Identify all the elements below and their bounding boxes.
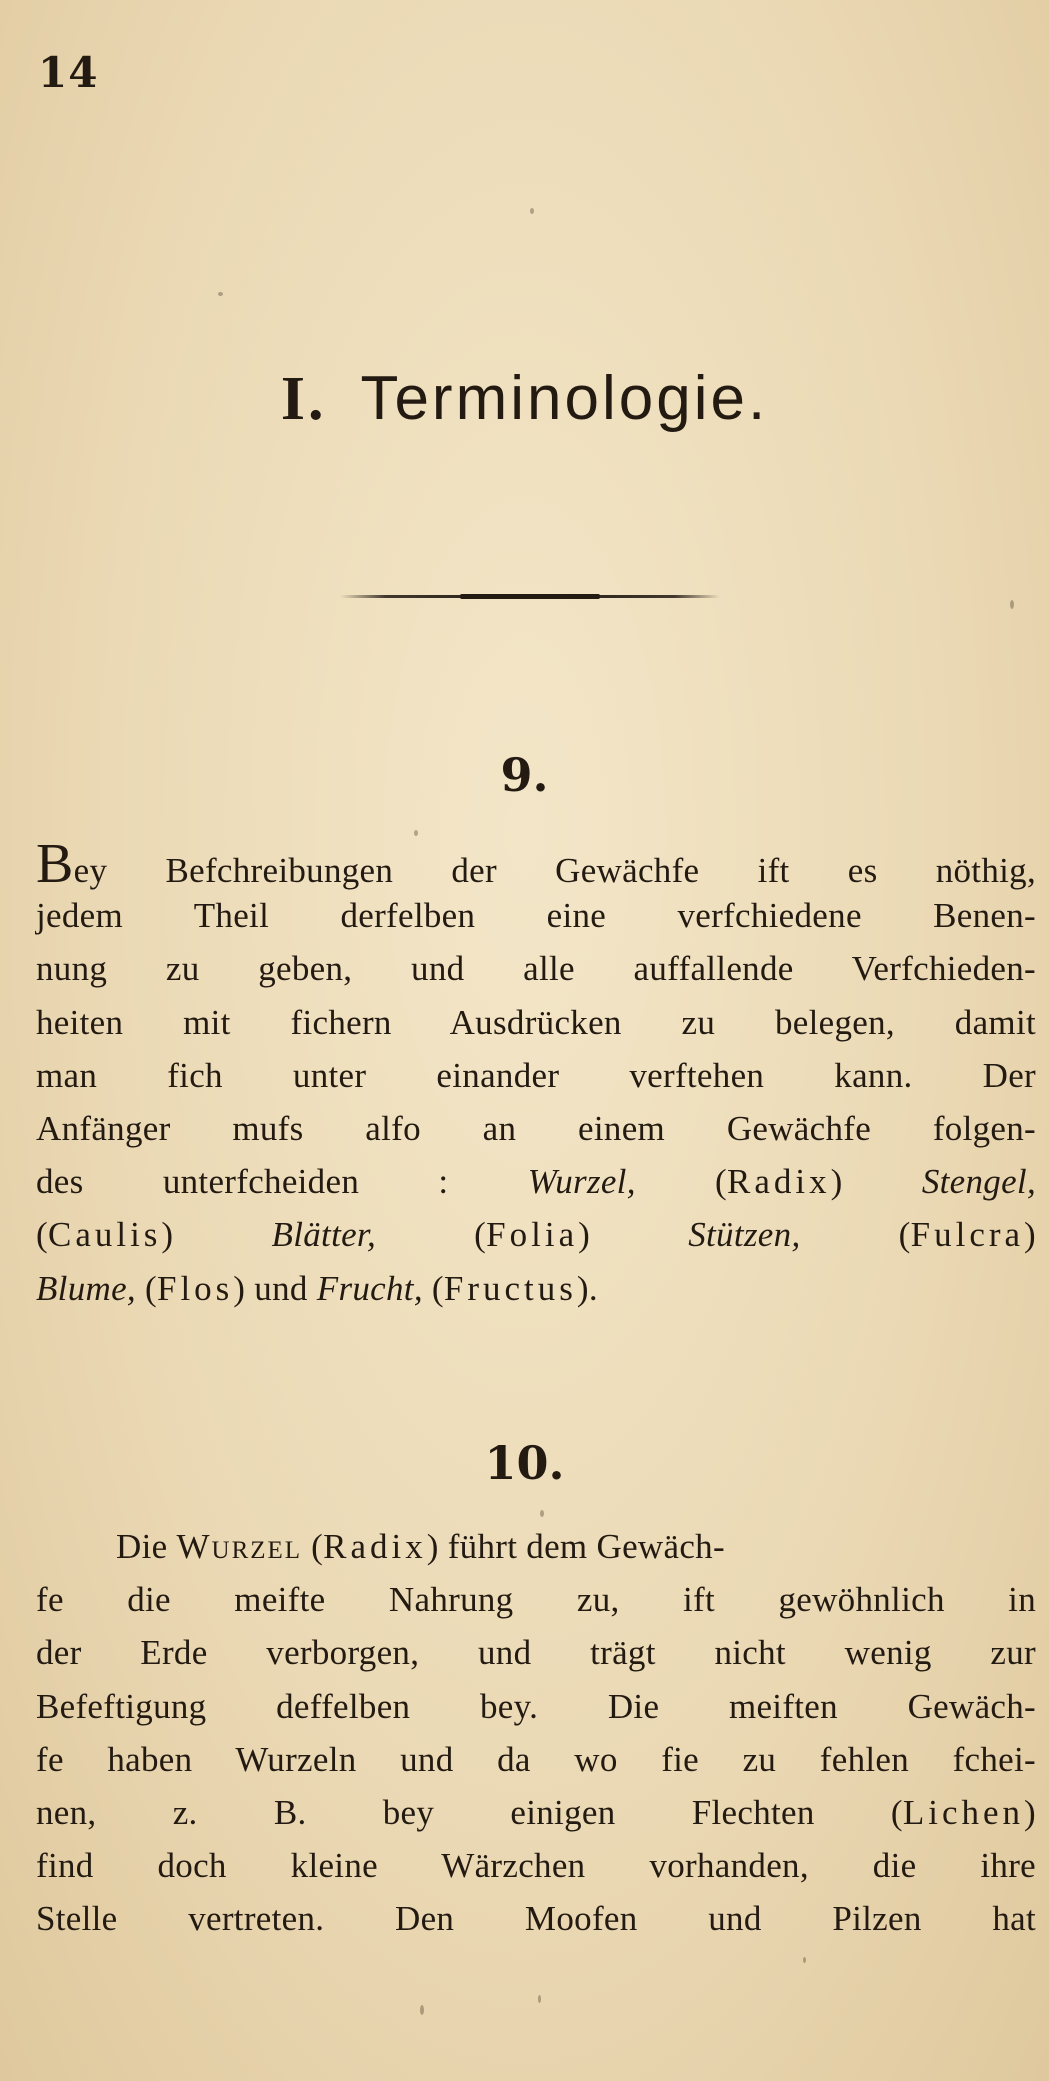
- paragraph-9-text: [36, 833, 1037, 1315]
- text-segment: (: [36, 1215, 48, 1255]
- text-segment: Stelle vertreten. Den Moofen und Pilzen hat: [36, 1899, 1036, 1939]
- text-line: [36, 1786, 1036, 1839]
- text-line: [36, 1155, 1036, 1208]
- text-line: [36, 1892, 1036, 1945]
- text-segment: find doch kleine Wärzchen vorhanden, die ihre: [36, 1846, 1036, 1886]
- text-segment: Stengel,: [921, 1162, 1037, 1202]
- text-line: [36, 1839, 1036, 1892]
- paper-speck: [420, 2005, 424, 2015]
- text-segment: Fructus: [443, 1268, 577, 1308]
- text-segment: man fich unter einander verftehen kann. Der: [36, 1055, 1036, 1095]
- text-segment: Fulcra: [910, 1215, 1025, 1255]
- paper-speck: [414, 830, 418, 836]
- text-segment: nen, z. B. bey einigen Flechten (: [36, 1792, 903, 1832]
- text-segment: ey Befchreibungen der Gewächfe ift es nöthig,: [73, 851, 1036, 890]
- text-segment: (: [800, 1215, 911, 1255]
- paper-speck: [1010, 600, 1014, 609]
- text-segment: Flos: [156, 1268, 234, 1308]
- text-segment: der Erde verborgen, und trägt nicht wenig zur: [36, 1633, 1036, 1673]
- section-title: Terminologie.: [360, 364, 769, 433]
- text-segment: Blume,: [36, 1268, 136, 1308]
- paragraph-10-text: [36, 1520, 1036, 1946]
- text-segment: Radix: [727, 1162, 831, 1202]
- section-heading: [0, 364, 1049, 433]
- page-number: 14: [38, 48, 99, 97]
- text-segment: ): [1024, 1792, 1036, 1832]
- text-segment: Wurzel: [176, 1527, 303, 1566]
- text-line: [36, 1262, 1036, 1315]
- text-segment: ): [578, 1215, 689, 1255]
- text-segment: (: [635, 1162, 727, 1202]
- paper-speck: [218, 292, 223, 296]
- text-segment: ).: [576, 1268, 598, 1308]
- text-segment: Wurzel,: [527, 1162, 636, 1202]
- text-line: [36, 1049, 1036, 1102]
- text-segment: Die: [116, 1527, 177, 1566]
- text-line: [36, 1573, 1036, 1626]
- paper-speck: [540, 1510, 544, 1517]
- text-segment: Lichen: [902, 1792, 1025, 1832]
- text-segment: (: [376, 1215, 487, 1255]
- section-numeral: I.: [280, 365, 327, 433]
- text-segment: (: [422, 1268, 444, 1308]
- text-line: [36, 833, 1036, 895]
- text-segment: fe haben Wurzeln und da wo fie zu fehlen fchei-: [36, 1739, 1036, 1779]
- decorative-rule: [340, 595, 720, 598]
- text-segment: des unterfcheiden :: [36, 1162, 528, 1202]
- text-segment: Caulis: [47, 1215, 162, 1255]
- text-segment: Frucht,: [316, 1268, 423, 1308]
- text-segment: ): [161, 1215, 272, 1255]
- text-segment: Radix: [323, 1527, 427, 1566]
- text-segment: ): [1024, 1215, 1037, 1255]
- text-segment: ) führt dem Gewäch-: [426, 1527, 725, 1566]
- text-segment: Stützen,: [688, 1215, 801, 1255]
- text-segment: fe die meifte Nahrung zu, ift gewöhnlich in: [36, 1580, 1036, 1620]
- text-line: [36, 1733, 1036, 1786]
- text-segment: Befeftigung deffelben bey. Die meiften Gewäch-: [36, 1686, 1036, 1726]
- paper-speck: [538, 1995, 541, 2003]
- text-line: [36, 1626, 1036, 1679]
- drop-cap: B: [36, 833, 74, 895]
- text-line: [36, 1102, 1036, 1155]
- text-segment: ): [830, 1162, 922, 1202]
- paragraph-number-10: 10.: [484, 1436, 565, 1490]
- text-segment: Folia: [486, 1215, 579, 1255]
- text-line: [36, 1680, 1036, 1733]
- paper-speck: [530, 208, 534, 214]
- text-line: [36, 1208, 1036, 1261]
- text-segment: (: [135, 1268, 157, 1308]
- text-line: [36, 942, 1036, 995]
- text-line: [36, 996, 1036, 1049]
- text-segment: jedem Theil derfelben eine verfchiedene Benen-: [36, 896, 1036, 936]
- paragraph-number-9: 9.: [500, 748, 549, 802]
- text-segment: Anfänger mufs alfo an einem Gewächfe folgen-: [36, 1108, 1036, 1148]
- text-segment: ) und: [233, 1268, 317, 1308]
- text-segment: Blätter,: [271, 1215, 377, 1255]
- paper-speck: [803, 1957, 806, 1963]
- text-line: [36, 889, 1036, 942]
- text-segment: nung zu geben, und alle auffallende Verfchieden-: [36, 949, 1036, 989]
- text-segment: (: [302, 1527, 324, 1566]
- text-segment: heiten mit fichern Ausdrücken zu belegen, damit: [36, 1002, 1036, 1042]
- text-line: [36, 1520, 1036, 1573]
